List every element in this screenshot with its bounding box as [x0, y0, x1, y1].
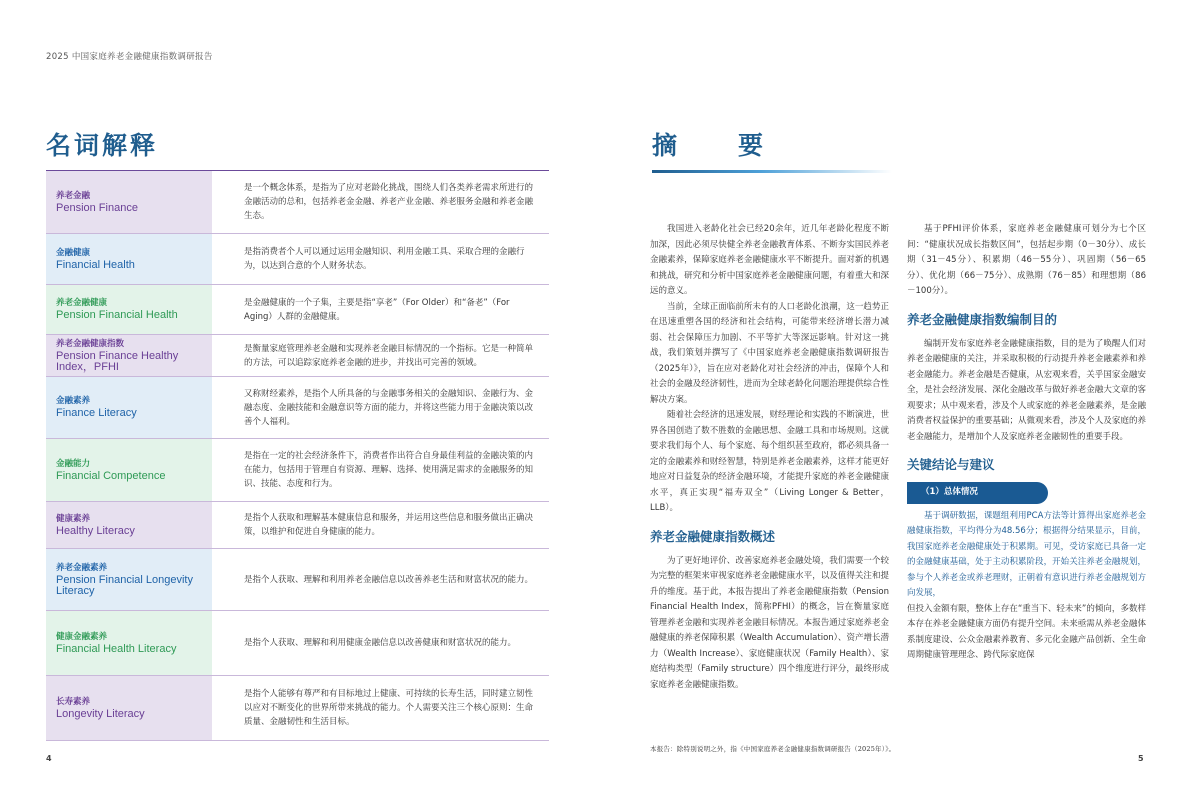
term-cn: 养老金融健康指数 [56, 338, 125, 349]
paragraph: 为了更好地评价、改善家庭养老金融处境，我们需要一个较为完整的框架来审视家庭养老金融健康水平，以及值得关注和提升的维度。基于此，本报告提出了养老金融健康指数（Pension Financial Health Index，简称PFHI）的概念，旨在衡量家庭管理养老金融和实现养老金融目标情况。本报告通过家庭养老金融健康的养老保障积累（Wealth Accumulation）、资产增长潜力（Wealth Increase）、家庭健康状况（Family Health）、家庭结构类型（Family structure）四个维度进行评分，最终形成家庭养老金融健康指数。 [650, 555, 889, 690]
paragraph: 当前，全球正面临前所未有的人口老龄化浪潮，这一趋势正在迅速重塑各国的经济和社会结构，可能带来经济增长潜力减弱、社会保障压力加剧、不平等扩大等深远影响。针对这一挑战，我们策划并撰写了《中国家庭养老金融健康指数调研报告（2025年）》，旨在应对老龄化对社会经济的冲击，保障个人和社会的金融及经济韧性，进而为全球老龄化问题治理提供综合性解决方案。 [650, 301, 889, 405]
term-cn: 健康素养 [56, 513, 91, 524]
subsection-pill-overall: （1）总体情况 [907, 482, 1048, 504]
glossary-term [46, 234, 212, 284]
term-cn: 健康金融素养 [56, 631, 108, 642]
term-cn: 养老金融 [56, 190, 91, 201]
term-definition: 是金融健康的一个子集，主要是指“享老”（For Older）和“备老”（For Aging）人群的金融健康。 [244, 297, 510, 322]
paragraph: 我国进入老龄化社会已经20余年，近几年老龄化程度不断加深，因此必须尽快健全养老金融教育体系、不断夯实国民养老金融素养，保障家庭养老金融健康水平不断提升。面对新的机遇和挑战，研究和分析中国家庭养老金融健康问题，有着重大和深远的意义。 [650, 224, 889, 296]
term-cn: 金融能力 [56, 458, 91, 469]
abstract-column-2 [907, 222, 1146, 664]
paragraph: 但投入金额有限，整体上存在“重当下、轻未来”的倾向，多数样本存在养老金融健康方面仍有提升空间。未来亟需从养老金融体系制度建设、公众金融素养教育、多元化金融产品创新、全生命周期健康管理理念、跨代际家庭保 [907, 603, 1146, 660]
glossary-row [46, 171, 549, 234]
title-underline [652, 170, 892, 173]
page-number-left: 4 [46, 754, 52, 763]
term-cn: 金融健康 [56, 247, 91, 258]
page-number-right: 5 [1138, 754, 1144, 763]
section-title-conclusions: 关键结论与建议 [907, 457, 995, 472]
term-en: Pension Finance Healthy Index，PFHI [56, 349, 179, 373]
glossary-term [46, 676, 212, 740]
glossary-row [46, 549, 549, 611]
term-definition: 又称财经素养，是指个人所具备的与金融事务相关的金融知识、金融行为、金融态度、金融技能和金融意识等方面的能力，并将这些能力用于金融决策以改善个人福利。 [244, 388, 534, 427]
abstract-title: 摘 要 [652, 131, 782, 160]
term-en: Financial Health Literacy [56, 642, 177, 655]
term-cn: 金融素养 [56, 396, 91, 406]
term-definition: 是衡量家庭管理养老金融和实现养老金融目标情况的一个指标。它是一种简单的方法，可以追踪家庭养老金融的进步，并找出可完善的领域。 [244, 343, 534, 368]
glossary-term [46, 171, 212, 233]
glossary-row [46, 502, 549, 549]
term-en: Healthy Literacy [56, 524, 135, 537]
glossary-row [46, 377, 549, 439]
term-definition: 是一个概念体系，是指为了应对老龄化挑战，围绕人们各类养老需求所进行的金融活动的总和，包括养老金金融、养老产业金融、养老服务金融和养老金融生态。 [244, 183, 534, 221]
glossary-row [46, 439, 549, 502]
abstract-column-1 [650, 222, 889, 693]
paragraph: 编制开发布家庭养老金融健康指数，目的是为了唤醒人们对养老金融健康的关注，并采取积极的行动提升养老金融素养和养老金融能力。养老金融是否健康，从宏观来看，关乎国家金融安全，是社会经济发展、深化金融改革与做好养老金融大文章的客观要求；从中观来看，涉及个人或家庭的养老金融素养，是金融消费者权益保护的重要基础；从微观来看，涉及个人及家庭的养老金融能力，是增加个人及家庭养老金融韧性的重要手段。 [907, 338, 1146, 442]
glossary-term [46, 502, 212, 548]
term-en: Finance Literacy [56, 407, 137, 419]
glossary-term [46, 335, 212, 376]
term-cn: 养老金融素养 [56, 562, 108, 573]
section-title-purpose: 养老金融健康指数编制目的 [907, 311, 1058, 327]
glossary-title: 名词解释 [46, 131, 159, 160]
glossary-row [46, 611, 549, 676]
term-definition: 是指个人能够有尊严和有目标地过上健康、可持续的长寿生活，同时建立韧性以应对不断变化的世界所带来挑战的能力。个人需要关注三个核心原则：生命质量、金融韧性和生活目标。 [244, 689, 534, 727]
glossary-term [46, 611, 212, 675]
glossary-term [46, 377, 212, 438]
term-cn: 长寿素养 [56, 696, 91, 707]
term-en: Pension Financial Health [56, 309, 178, 321]
glossary-term [46, 439, 212, 501]
term-definition: 是指个人获取、理解和利用养老金融信息以改善养老生活和财富状况的能力。 [244, 574, 534, 585]
paragraph: 随着社会经济的迅速发展，财经理论和实践的不断演进，世界各国创造了数不胜数的金融思想、金融工具和市场规则。这就要求我们每个人、每个家庭、每个组织甚至政府，都必须具备一定的金融素养和财经智慧，特别是养老金融素养，这样才能更好地应对日益复杂的经济金融环境，才能提升家庭的养老金融健康水平，真正实现“福寿双全”（Living Longer & Better，LLB）。 [650, 410, 889, 513]
term-en: Pension Financial Longevity Literacy [56, 573, 193, 597]
section-title-overview: 养老金融健康指数概述 [650, 528, 776, 544]
glossary-term [46, 285, 212, 334]
term-en: Longevity Literacy [56, 707, 145, 720]
highlight-paragraph: 基于调研数据，课题组利用PCA方法等计算得出家庭养老金融健康指数，平均得分为48.56分；根据得分结果显示，目前，我国家庭养老金融健康处于积累期。可见，受访家庭已具备一定的金融健康基础，处于主动积累阶段，开始关注养老金融规划，参与个人养老金或养老理财，正朝着有意识进行养老金融规划方向发展， [907, 510, 1146, 598]
glossary-term [46, 549, 212, 610]
term-cn: 养老金融健康 [56, 298, 108, 308]
paragraph: 基于PFHI评价体系，家庭养老金融健康可划分为七个区间：“健康状况成长指数区间”，包括起步期（0－30分）、成长期（31－45分）、积累期（46－55分）、巩固期（56－65分）、优化期（66－75分）、成熟期（76－85）和理想期（86－100分）。 [907, 224, 1146, 296]
report-header: 2025 中国家庭养老金融健康指数调研报告 [46, 52, 213, 62]
footnote: 本报告：除特别说明之外，指《中国家庭养老金融健康指数调研报告（2025年）》。 [650, 745, 896, 753]
glossary-row [46, 676, 549, 741]
term-definition: 是指个人获取、理解和利用健康金融信息以改善健康和财富状况的能力。 [244, 638, 517, 648]
glossary-table [46, 170, 549, 741]
term-en: Pension Finance [56, 201, 138, 214]
term-en: Financial Competence [56, 469, 166, 482]
term-en: Financial Health [56, 258, 135, 271]
term-definition: 是指消费者个人可以通过运用金融知识、利用金融工具、采取合理的金融行为，以达到合意的个人财务状态。 [244, 247, 525, 271]
glossary-row [46, 234, 549, 285]
glossary-row [46, 335, 549, 377]
glossary-row [46, 285, 549, 335]
term-definition: 是指在一定的社会经济条件下，消费者作出符合自身最佳利益的金融决策的内在能力，包括用于管理自有资源、理解、选择、使用满足需求的金融服务的知识、技能、态度和行为。 [244, 451, 534, 489]
term-definition: 是指个人获取和理解基本健康信息和服务，并运用这些信息和服务做出正确决策，以维护和促进自身健康的能力。 [244, 513, 534, 537]
